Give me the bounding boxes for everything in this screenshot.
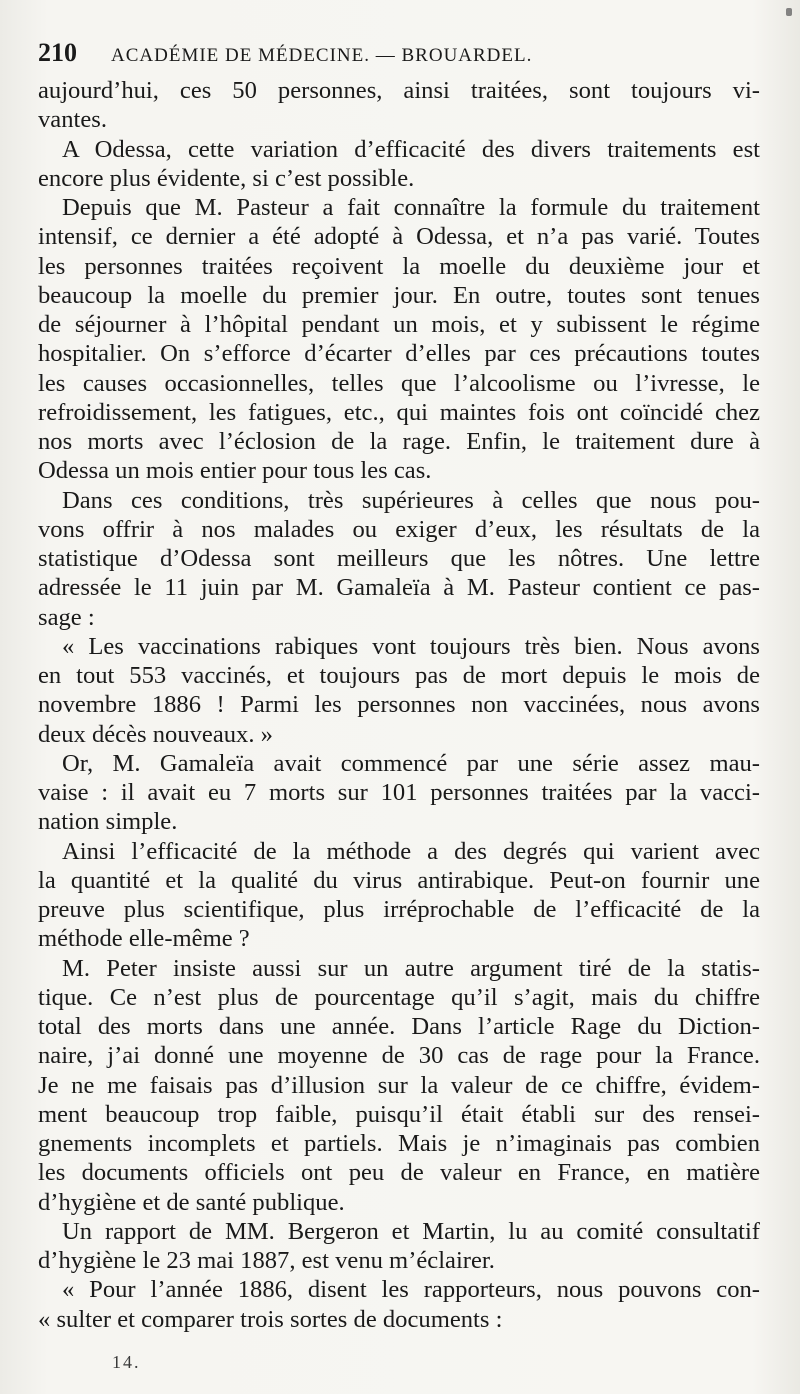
text-line: « Les vaccinations rabiques vont toujours très bien. Nous avons <box>62 632 760 660</box>
text-line: intensif, ce dernier a été adopté à Odessa, et n’a pas varié. Toutes <box>38 223 760 251</box>
text-line: statistique d’Odessa sont meilleurs que les nôtres. Une lettre <box>38 545 760 572</box>
text-line: les causes occasionnelles, telles que l’alcoolisme ou l’ivresse, le <box>38 369 760 397</box>
text-line: tique. Ce n’est plus de pourcentage qu’il s’agit, mais du chiffre <box>38 983 760 1011</box>
text-line: beaucoup la moelle du premier jour. En outre, toutes sont tenues <box>38 281 760 309</box>
text-line: total des morts dans une année. Dans l’article Rage du Diction- <box>38 1013 760 1040</box>
text-line: refroidissement, les fatigues, etc., qui maintes fois ont coïncidé chez <box>38 398 760 426</box>
text-line: vantes. <box>38 106 107 134</box>
running-head: ACADÉMIE DE MÉDECINE. — BROUARDEL. <box>111 45 533 66</box>
text-line: M. Peter insiste aussi sur un autre argument tiré de la statis- <box>62 954 760 982</box>
signature-mark: 14. <box>112 1352 141 1372</box>
body-text <box>38 76 760 1334</box>
text-line: novembre 1886 ! Parmi les personnes non vaccinées, nous avons <box>38 691 760 719</box>
text-line: Un rapport de MM. Bergeron et Martin, lu au comité consultatif <box>62 1217 760 1245</box>
text-line: preuve plus scientifique, plus irréprochable de l’efficacité de la <box>38 896 760 923</box>
text-line: Or, M. Gamaleïa avait commencé par une série assez mau- <box>62 749 760 777</box>
text-line: deux décès nouveaux. » <box>38 720 273 748</box>
text-line: aujourd’hui, ces 50 personnes, ainsi traitées, sont toujours vi- <box>38 77 760 104</box>
text-line: Odessa un mois entier pour tous les cas. <box>38 457 432 485</box>
text-line: ment beaucoup trop faible, puisqu’il était établi sur des rensei- <box>38 1100 760 1128</box>
page-header <box>38 38 758 74</box>
text-line: vons offrir à nos malades ou exiger d’eux, les résultats de la <box>38 515 760 543</box>
text-line: « Pour l’année 1886, disent les rapporteurs, nous pouvons con- <box>62 1276 760 1304</box>
text-line: vaise : il avait eu 7 morts sur 101 personnes traitées par la vacci- <box>38 779 760 806</box>
text-line: A Odessa, cette variation d’efficacité des divers traitements est <box>62 135 760 163</box>
text-line: la quantité et la qualité du virus antirabique. Peut-on fournir une <box>38 866 760 894</box>
text-line: Depuis que M. Pasteur a fait connaître la formule du traitement <box>62 194 760 221</box>
text-line: hospitalier. On s’efforce d’écarter d’elles par ces précautions toutes <box>38 340 760 368</box>
text-line: en tout 553 vaccinés, et toujours pas de mort depuis le mois de <box>38 662 760 689</box>
text-line: « sulter et comparer trois sortes de documents : <box>38 1305 503 1333</box>
text-line: nos morts avec l’éclosion de la rage. Enfin, le traitement dure à <box>38 428 760 455</box>
text-line: d’hygiène le 23 mai 1887, est venu m’éclairer. <box>38 1247 495 1274</box>
text-line: les documents officiels ont peu de valeur en France, en matière <box>38 1159 760 1187</box>
text-line: de séjourner à l’hôpital pendant un mois, et y subissent le régime <box>38 311 760 338</box>
text-line: adressée le 11 juin par M. Gamaleïa à M. Pasteur contient ce pas- <box>38 574 760 602</box>
text-line: encore plus évidente, si c’est possible. <box>38 164 415 192</box>
text-line: nation simple. <box>38 808 178 836</box>
page-number: 210 <box>38 38 77 67</box>
text-line: sage : <box>38 603 95 631</box>
text-line: les personnes traitées reçoivent la moelle du deuxième jour et <box>38 252 760 280</box>
page-edge-mark <box>786 8 792 16</box>
text-line: Ainsi l’efficacité de la méthode a des degrés qui varient avec <box>62 837 760 865</box>
text-line: méthode elle-même ? <box>38 925 250 953</box>
text-line: Je ne me faisais pas d’illusion sur la valeur de ce chiffre, évidem- <box>38 1071 760 1099</box>
text-line: gnements incomplets et partiels. Mais je n’imaginais pas combien <box>38 1130 760 1157</box>
text-line: Dans ces conditions, très supérieures à celles que nous pou- <box>62 486 760 514</box>
text-line: d’hygiène et de santé publique. <box>38 1188 345 1216</box>
text-line: naire, j’ai donné une moyenne de 30 cas de rage pour la France. <box>38 1042 760 1070</box>
